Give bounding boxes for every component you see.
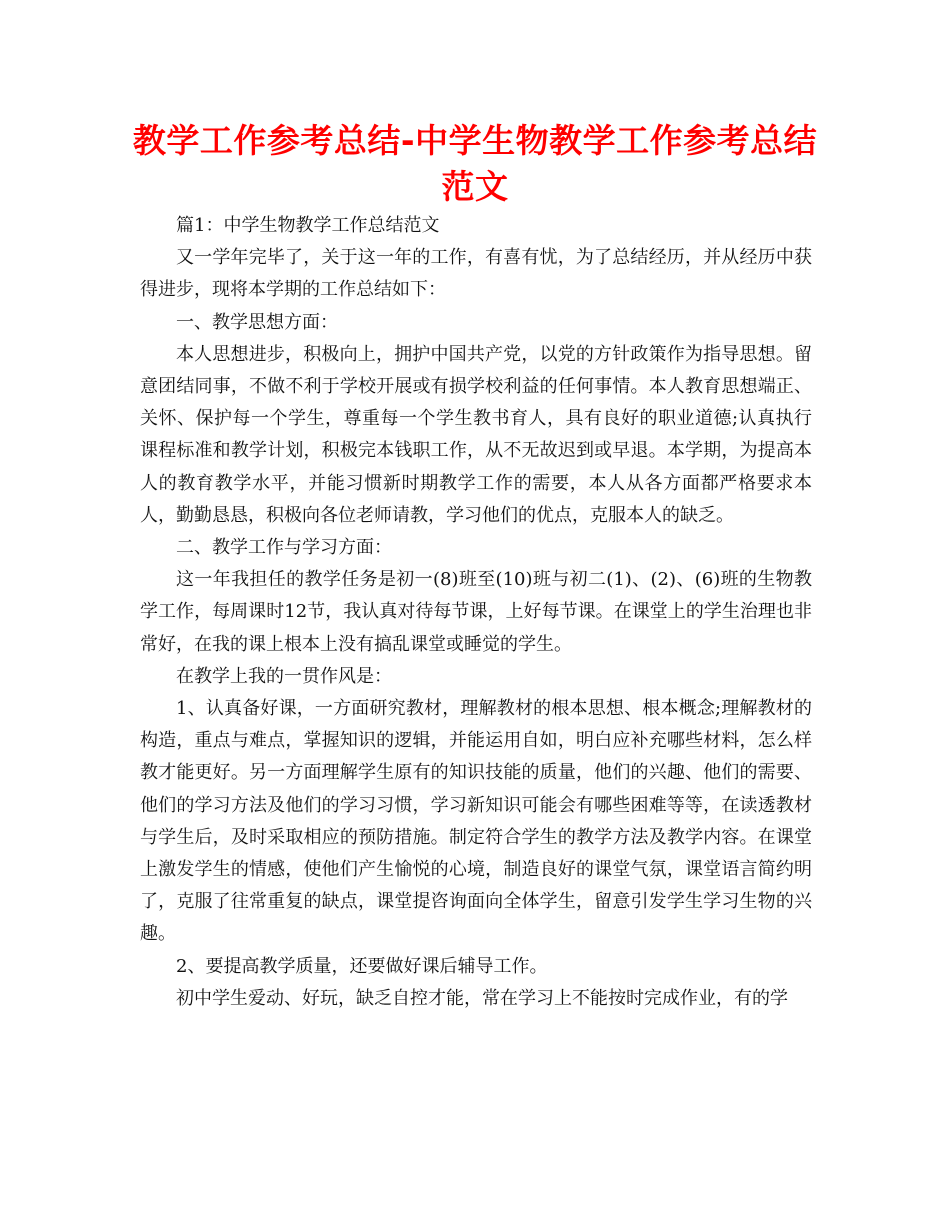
paragraph: 又一学年完毕了，关于这一年的工作，有喜有忧，为了总结经历，并从经历中获得进步，现将本学期的工作总结如下： <box>140 247 812 301</box>
paragraph: 这一年我担任的教学任务是初一(8)班至(10)班与初二(1)、(2)、(6)班的生物教学工作，每周课时12节，我认真对待每节课，上好每节课。在课堂上的学生治理也非常好，在我的课上根本上没有搞乱课堂或睡觉的学生。 <box>140 569 812 655</box>
document-body <box>140 210 812 1015</box>
document-title: 教学工作参考总结-中学生物教学工作参考总结范文 <box>132 121 818 206</box>
paragraph: 一、教学思想方面： <box>176 311 338 333</box>
paragraph: 1、认真备好课，一方面研究教材，理解教材的根本思想、根本概念;理解教材的构造，重点与难点，掌握知识的逻辑，并能运用自如，明白应补充哪些材料，怎么样教才能更好。另一方面理解学生原有的知识技能的质量，他们的兴趣、他们的需要、他们的学习方法及他们的学习习惯，学习新知识可能会有哪些困难等等，在读透教材与学生后，及时采取相应的预防措施。制定符合学生的教学方法及教学内容。在课堂上激发学生的情感，使他们产生愉悦的心境，制造良好的课堂气氛，课堂语言简约明了，克服了往常重复的缺点，课堂提咨询面向全体学生，留意引发学生学习生物的兴趣。 <box>140 698 812 945</box>
paragraph: 初中学生爱动、好玩，缺乏自控才能，常在学习上不能按时完成作业，有的学 <box>176 987 788 1009</box>
paragraph: 二、教学工作与学习方面： <box>176 537 392 559</box>
paragraph: 2、要提高教学质量，还要做好课后辅导工作。 <box>176 955 548 977</box>
paragraph: 篇1：中学生物教学工作总结范文 <box>176 215 440 236</box>
paragraph: 在教学上我的一贯作风是： <box>176 665 392 687</box>
paragraph: 本人思想进步，积极向上，拥护中国共产党，以党的方针政策作为指导思想。留意团结同事，不做不利于学校开展或有损学校利益的任何事情。本人教育思想端正、关怀、保护每一个学生，尊重每一个学生教书育人，具有良好的职业道德;认真执行课程标准和教学计划，积极完本钱职工作，从不无故迟到或早退。本学期，为提高本人的教育教学水平，并能习惯新时期教学工作的需要，本人从各方面都严格要求本人，勤勤恳恳，积极向各位老师请教，学习他们的优点，克服本人的缺乏。 <box>140 343 812 526</box>
